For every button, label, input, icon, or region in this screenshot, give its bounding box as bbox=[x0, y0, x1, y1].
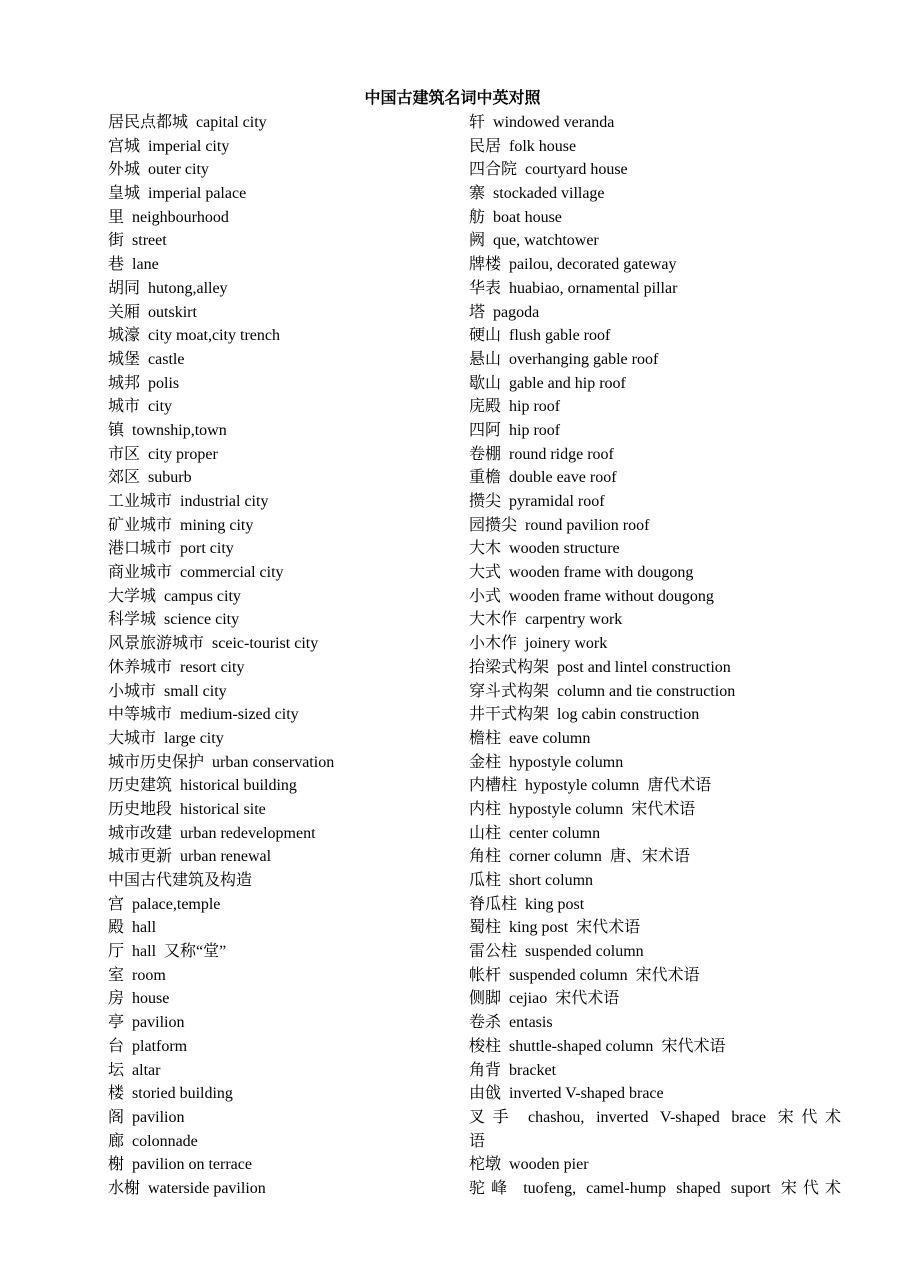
term-chinese: 小木作 bbox=[469, 635, 518, 653]
term-chinese: 蜀柱 bbox=[469, 919, 502, 937]
term-chinese: 关厢 bbox=[108, 303, 141, 321]
term-entry bbox=[108, 277, 458, 301]
term-chinese: 舫 bbox=[469, 208, 486, 226]
term-chinese: 市区 bbox=[108, 445, 141, 463]
term-entry bbox=[108, 845, 458, 869]
term-chinese: 帐杆 bbox=[469, 966, 502, 984]
term-entry bbox=[108, 608, 458, 632]
term-chinese: 大木作 bbox=[469, 611, 518, 629]
term-chinese: 城市历史保护 bbox=[108, 753, 205, 771]
term-entry bbox=[469, 111, 841, 135]
term-entry bbox=[469, 135, 841, 159]
term-english: courtyard house bbox=[525, 161, 628, 179]
term-entry bbox=[469, 301, 841, 325]
term-chinese: 金柱 bbox=[469, 753, 502, 771]
term-chinese: 厅 bbox=[108, 943, 125, 961]
term-entry bbox=[108, 964, 458, 988]
term-chinese: 历史地段 bbox=[108, 800, 173, 818]
term-entry bbox=[108, 1153, 458, 1177]
term-english: house bbox=[132, 990, 170, 1008]
term-chinese: 巷 bbox=[108, 256, 125, 274]
term-entry bbox=[469, 940, 841, 964]
term-chinese: 中国古代建筑及构造 bbox=[108, 872, 253, 889]
term-chinese: 驼峰 bbox=[469, 1179, 514, 1197]
term-note: 唐代术语 bbox=[647, 777, 712, 795]
term-entry bbox=[469, 964, 841, 988]
term-entry bbox=[469, 608, 841, 632]
term-chinese: 城市 bbox=[108, 398, 141, 416]
term-english: boat house bbox=[493, 208, 562, 226]
term-english: outskirt bbox=[148, 303, 197, 321]
term-entry bbox=[108, 372, 458, 396]
term-entry bbox=[469, 277, 841, 301]
term-chinese: 阁 bbox=[108, 1108, 125, 1126]
term-english: inverted V-shaped brace bbox=[509, 1085, 664, 1103]
term-entry bbox=[469, 585, 841, 609]
term-chinese: 楼 bbox=[108, 1085, 125, 1103]
term-english: gable and hip roof bbox=[509, 374, 626, 392]
term-english: wooden frame with dougong bbox=[509, 564, 694, 582]
term-english: port city bbox=[180, 540, 234, 558]
term-entry bbox=[108, 324, 458, 348]
term-entry bbox=[469, 348, 841, 372]
term-chinese: 小式 bbox=[469, 587, 502, 605]
term-english: eave column bbox=[509, 729, 591, 747]
term-chinese: 歇山 bbox=[469, 374, 502, 392]
term-english: capital city bbox=[196, 114, 267, 131]
term-chinese: 水榭 bbox=[108, 1179, 141, 1197]
term-note: 宋代术语 bbox=[631, 800, 696, 818]
page-title: 中国古建筑名词中英对照 bbox=[364, 90, 541, 107]
term-entry bbox=[108, 158, 458, 182]
term-entry bbox=[108, 537, 458, 561]
term-entry bbox=[108, 798, 458, 822]
term-chinese: 商业城市 bbox=[108, 564, 173, 582]
term-english: lane bbox=[132, 256, 159, 274]
term-chinese: 廊 bbox=[108, 1132, 125, 1150]
term-chinese: 牌楼 bbox=[469, 256, 502, 274]
term-chinese: 山柱 bbox=[469, 824, 502, 842]
term-chinese: 工业城市 bbox=[108, 493, 173, 510]
term-english: wooden pier bbox=[509, 1156, 589, 1174]
term-chinese: 小城市 bbox=[108, 682, 157, 700]
term-chinese: 卷棚 bbox=[469, 445, 502, 463]
term-chinese: 民居 bbox=[469, 137, 502, 155]
term-entry bbox=[469, 1130, 841, 1154]
term-english: suburb bbox=[148, 469, 192, 487]
term-chinese: 华表 bbox=[469, 279, 502, 297]
term-english: palace,temple bbox=[132, 895, 221, 913]
term-entry bbox=[108, 916, 458, 940]
term-entry bbox=[469, 561, 841, 585]
term-entry bbox=[108, 443, 458, 467]
term-chinese: 宫 bbox=[108, 895, 125, 913]
term-chinese: 瓜柱 bbox=[469, 872, 502, 889]
term-english: colonnade bbox=[132, 1132, 198, 1150]
term-entry bbox=[108, 135, 458, 159]
term-chinese: 科学城 bbox=[108, 611, 157, 629]
term-english: windowed veranda bbox=[493, 114, 615, 131]
term-english: king post bbox=[509, 919, 569, 937]
term-entry bbox=[108, 253, 458, 277]
term-chinese: 抬梁式构架 bbox=[469, 658, 550, 676]
term-english: mining city bbox=[180, 516, 254, 534]
term-english: huabiao, ornamental pillar bbox=[509, 279, 678, 297]
term-chinese: 胡同 bbox=[108, 279, 141, 297]
term-entry bbox=[108, 1130, 458, 1154]
term-english: wooden structure bbox=[509, 540, 620, 558]
term-entry bbox=[469, 419, 841, 443]
term-entry bbox=[469, 514, 841, 538]
term-english: shuttle-shaped column bbox=[509, 1037, 654, 1055]
term-entry bbox=[469, 751, 841, 775]
term-chinese: 寨 bbox=[469, 185, 486, 203]
term-entry bbox=[469, 466, 841, 490]
term-chinese: 城市更新 bbox=[108, 848, 173, 866]
term-english: waterside pavilion bbox=[148, 1179, 266, 1197]
term-english: log cabin construction bbox=[557, 706, 700, 724]
term-entry bbox=[108, 182, 458, 206]
term-entry bbox=[469, 1082, 841, 1106]
term-entry bbox=[108, 1177, 458, 1201]
term-english: science city bbox=[164, 611, 240, 629]
term-english: double eave roof bbox=[509, 469, 617, 487]
term-english: urban redevelopment bbox=[180, 824, 316, 842]
term-chinese: 殿 bbox=[108, 919, 125, 937]
term-english: hypostyle column bbox=[509, 800, 624, 818]
term-english: room bbox=[132, 966, 166, 984]
term-chinese: 雷公柱 bbox=[469, 943, 518, 961]
term-chinese: 镇 bbox=[108, 421, 125, 439]
term-entry bbox=[108, 561, 458, 585]
term-english: tuofeng, camel-hump shaped suport bbox=[523, 1179, 771, 1197]
term-entry bbox=[108, 1059, 458, 1083]
term-english: altar bbox=[132, 1061, 161, 1079]
term-entry bbox=[469, 774, 841, 798]
term-entry bbox=[469, 1011, 841, 1035]
term-english: suspended column bbox=[509, 966, 628, 984]
term-chinese: 休养城市 bbox=[108, 658, 173, 676]
term-chinese: 历史建筑 bbox=[108, 777, 173, 795]
term-entry bbox=[469, 632, 841, 656]
term-english: township,town bbox=[132, 421, 227, 439]
term-entry bbox=[469, 680, 841, 704]
term-english: pailou, decorated gateway bbox=[509, 256, 677, 274]
term-entry bbox=[108, 940, 458, 964]
term-note: 唐、宋术语 bbox=[609, 848, 690, 866]
term-entry bbox=[469, 182, 841, 206]
term-english: chashou, inverted V-shaped brace bbox=[528, 1108, 767, 1126]
term-entry bbox=[469, 1177, 841, 1201]
term-entry bbox=[469, 656, 841, 680]
term-english: castle bbox=[148, 350, 185, 368]
term-chinese: 城濠 bbox=[108, 327, 141, 345]
term-chinese: 外城 bbox=[108, 161, 141, 179]
term-entry bbox=[469, 893, 841, 917]
term-note: 又称“堂” bbox=[164, 943, 227, 961]
term-entry bbox=[469, 395, 841, 419]
term-english: flush gable roof bbox=[509, 327, 611, 345]
term-entry bbox=[469, 158, 841, 182]
term-chinese: 街 bbox=[108, 232, 125, 250]
term-english: outer city bbox=[148, 161, 209, 179]
term-chinese: 园攒尖 bbox=[469, 516, 518, 534]
term-english: street bbox=[132, 232, 167, 250]
left-term-column bbox=[108, 111, 458, 1201]
term-note: 宋代术语 bbox=[635, 966, 700, 984]
term-chinese: 大城市 bbox=[108, 729, 157, 747]
term-english: historical site bbox=[180, 800, 266, 818]
term-english: corner column bbox=[509, 848, 602, 866]
term-english: carpentry work bbox=[525, 611, 623, 629]
term-entry bbox=[108, 822, 458, 846]
term-chinese: 内柱 bbox=[469, 800, 502, 818]
term-english: round pavilion roof bbox=[525, 516, 650, 534]
term-entry bbox=[469, 1059, 841, 1083]
term-english: folk house bbox=[509, 137, 577, 155]
term-entry bbox=[108, 395, 458, 419]
term-entry bbox=[108, 774, 458, 798]
term-chinese: 郊区 bbox=[108, 469, 141, 487]
term-english: city proper bbox=[148, 445, 218, 463]
term-chinese: 叉手 bbox=[469, 1108, 517, 1126]
term-english: urban renewal bbox=[180, 848, 272, 866]
term-entry bbox=[108, 229, 458, 253]
term-english: pavilion bbox=[132, 1108, 185, 1126]
term-entry bbox=[469, 253, 841, 277]
term-english: imperial palace bbox=[148, 185, 247, 203]
term-chinese: 室 bbox=[108, 966, 125, 984]
term-entry bbox=[108, 301, 458, 325]
term-note: 宋代术语 bbox=[555, 990, 620, 1008]
term-chinese: 角背 bbox=[469, 1061, 502, 1079]
term-chinese: 大木 bbox=[469, 540, 502, 558]
term-english: commercial city bbox=[180, 564, 284, 582]
term-english: joinery work bbox=[525, 635, 608, 653]
term-entry bbox=[469, 229, 841, 253]
term-english: platform bbox=[132, 1037, 188, 1055]
term-chinese: 里 bbox=[108, 208, 125, 226]
term-entry bbox=[108, 1011, 458, 1035]
term-english: industrial city bbox=[180, 493, 269, 510]
term-entry bbox=[469, 703, 841, 727]
term-english: pavilion bbox=[132, 1014, 185, 1032]
term-entry bbox=[108, 419, 458, 443]
term-entry bbox=[108, 1106, 458, 1130]
term-entry bbox=[469, 845, 841, 869]
term-chinese: 矿业城市 bbox=[108, 516, 173, 534]
term-chinese: 轩 bbox=[469, 114, 486, 131]
term-entry bbox=[469, 1153, 841, 1177]
term-entry bbox=[108, 703, 458, 727]
term-entry bbox=[108, 206, 458, 230]
term-chinese: 由戗 bbox=[469, 1085, 502, 1103]
term-entry bbox=[108, 869, 458, 893]
term-chinese: 居民点都城 bbox=[108, 114, 189, 131]
term-english: pavilion on terrace bbox=[132, 1156, 252, 1174]
term-english: imperial city bbox=[148, 137, 230, 155]
term-entry bbox=[469, 987, 841, 1011]
term-english: large city bbox=[164, 729, 224, 747]
term-chinese: 柁墩 bbox=[469, 1156, 502, 1174]
term-english: campus city bbox=[164, 587, 241, 605]
term-chinese: 风景旅游城市 bbox=[108, 635, 205, 653]
term-entry bbox=[108, 727, 458, 751]
term-english: hypostyle column bbox=[509, 753, 624, 771]
term-chinese: 塔 bbox=[469, 303, 486, 321]
term-english: king post bbox=[525, 895, 585, 913]
term-entry bbox=[108, 751, 458, 775]
term-english: urban conservation bbox=[212, 753, 335, 771]
term-entry bbox=[469, 916, 841, 940]
term-chinese: 城堡 bbox=[108, 350, 141, 368]
term-english: column and tie construction bbox=[557, 682, 736, 700]
term-english: post and lintel construction bbox=[557, 658, 731, 676]
term-chinese: 角柱 bbox=[469, 848, 502, 866]
term-english: wooden frame without dougong bbox=[509, 587, 714, 605]
term-english: resort city bbox=[180, 658, 245, 676]
term-entry bbox=[469, 798, 841, 822]
term-chinese: 皇城 bbox=[108, 185, 141, 203]
term-chinese: 硬山 bbox=[469, 327, 502, 345]
term-english: pyramidal roof bbox=[509, 493, 605, 510]
term-english: hutong,alley bbox=[148, 279, 228, 297]
term-chinese: 四合院 bbox=[469, 161, 518, 179]
term-chinese: 台 bbox=[108, 1037, 125, 1055]
term-english: suspended column bbox=[525, 943, 644, 961]
term-entry bbox=[108, 466, 458, 490]
term-english: hall bbox=[132, 943, 157, 961]
term-chinese: 悬山 bbox=[469, 350, 502, 368]
term-chinese: 大式 bbox=[469, 564, 502, 582]
term-english: stockaded village bbox=[493, 185, 605, 203]
term-entry bbox=[108, 1035, 458, 1059]
term-entry bbox=[469, 822, 841, 846]
term-english: polis bbox=[148, 374, 180, 392]
term-entry bbox=[469, 1106, 841, 1130]
term-entry bbox=[469, 443, 841, 467]
term-english: hypostyle column bbox=[525, 777, 640, 795]
term-english: city bbox=[148, 398, 173, 416]
term-chinese: 语 bbox=[469, 1132, 486, 1150]
term-entry bbox=[469, 537, 841, 561]
term-entry bbox=[108, 490, 458, 514]
term-chinese: 侧脚 bbox=[469, 990, 502, 1008]
term-english: neighbourhood bbox=[132, 208, 229, 226]
term-chinese: 坛 bbox=[108, 1061, 125, 1079]
term-chinese: 宫城 bbox=[108, 137, 141, 155]
term-entry bbox=[469, 869, 841, 893]
term-chinese: 内槽柱 bbox=[469, 777, 518, 795]
term-chinese: 城邦 bbox=[108, 374, 141, 392]
term-chinese: 梭柱 bbox=[469, 1037, 502, 1055]
term-english: hip roof bbox=[509, 421, 561, 439]
term-chinese: 井干式构架 bbox=[469, 706, 550, 724]
term-english: overhanging gable roof bbox=[509, 350, 659, 368]
term-entry bbox=[469, 490, 841, 514]
term-entry bbox=[469, 372, 841, 396]
term-english: short column bbox=[509, 872, 594, 889]
term-chinese: 大学城 bbox=[108, 587, 157, 605]
term-english: entasis bbox=[509, 1014, 553, 1032]
term-chinese: 榭 bbox=[108, 1156, 125, 1174]
term-english: cejiao bbox=[509, 990, 548, 1008]
term-chinese: 亭 bbox=[108, 1014, 125, 1032]
term-chinese: 穿斗式构架 bbox=[469, 682, 550, 700]
term-english: city moat,city trench bbox=[148, 327, 280, 345]
term-english: que, watchtower bbox=[493, 232, 599, 250]
term-chinese: 中等城市 bbox=[108, 706, 173, 724]
term-english: historical building bbox=[180, 777, 297, 795]
term-note: 宋代术语 bbox=[576, 919, 641, 937]
term-entry bbox=[108, 348, 458, 372]
term-entry bbox=[108, 1082, 458, 1106]
term-entry bbox=[108, 632, 458, 656]
term-english: storied building bbox=[132, 1085, 233, 1103]
term-chinese: 港口城市 bbox=[108, 540, 173, 558]
term-entry bbox=[108, 987, 458, 1011]
term-english: medium-sized city bbox=[180, 706, 299, 724]
term-entry bbox=[108, 514, 458, 538]
term-english: pagoda bbox=[493, 303, 540, 321]
term-chinese: 四阿 bbox=[469, 421, 502, 439]
term-english: center column bbox=[509, 824, 601, 842]
term-entry bbox=[108, 680, 458, 704]
term-english: small city bbox=[164, 682, 227, 700]
term-note: 宋代术语 bbox=[661, 1037, 726, 1055]
term-note: 宋代术 bbox=[780, 1179, 841, 1197]
term-entry bbox=[469, 727, 841, 751]
term-chinese: 重檐 bbox=[469, 469, 502, 487]
term-entry bbox=[108, 656, 458, 680]
term-chinese: 卷杀 bbox=[469, 1014, 502, 1032]
term-note: 宋代术 bbox=[777, 1108, 842, 1126]
term-chinese: 脊瓜柱 bbox=[469, 895, 518, 913]
term-chinese: 房 bbox=[108, 990, 125, 1008]
term-english: round ridge roof bbox=[509, 445, 614, 463]
term-chinese: 檐柱 bbox=[469, 729, 502, 747]
term-entry bbox=[108, 111, 458, 135]
term-english: hall bbox=[132, 919, 157, 937]
term-entry bbox=[108, 585, 458, 609]
term-english: sceic-tourist city bbox=[212, 635, 319, 653]
term-chinese: 庑殿 bbox=[469, 398, 502, 416]
term-entry bbox=[469, 324, 841, 348]
term-english: hip roof bbox=[509, 398, 561, 416]
term-chinese: 城市改建 bbox=[108, 824, 173, 842]
term-chinese: 阙 bbox=[469, 232, 486, 250]
right-term-column bbox=[469, 111, 841, 1201]
term-chinese: 攒尖 bbox=[469, 493, 502, 510]
term-entry bbox=[108, 893, 458, 917]
term-english: bracket bbox=[509, 1061, 557, 1079]
term-entry bbox=[469, 206, 841, 230]
term-entry bbox=[469, 1035, 841, 1059]
